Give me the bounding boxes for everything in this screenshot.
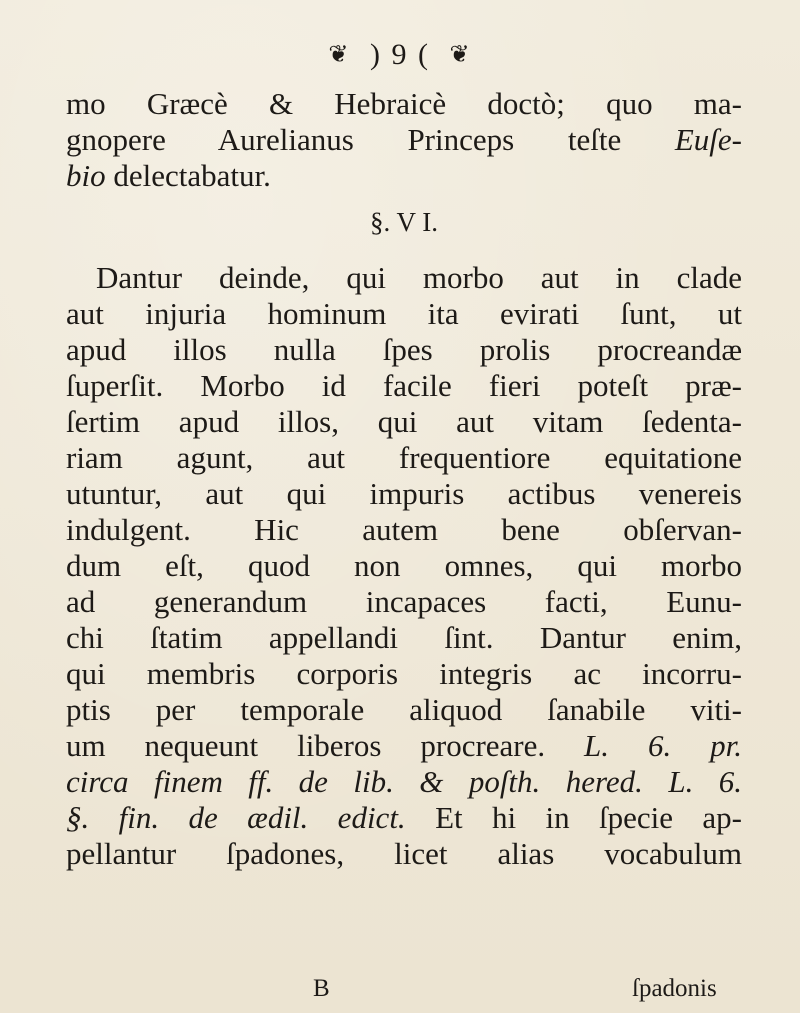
text-line: Dantur deinde, qui morbo aut in clade	[96, 260, 742, 295]
text-line: indulgent. Hic autem bene obſervan-	[66, 512, 742, 547]
text-fragment: gnopere Aurelianus Princeps teſte	[66, 122, 622, 157]
text-line	[66, 728, 742, 764]
text-fragment: Et hi in ſpecie ap-	[435, 800, 742, 835]
citation-line: circa finem ff. de lib. & poſth. hered. L. 6.	[66, 764, 742, 799]
text-line	[66, 800, 742, 836]
italic-name: bio	[66, 158, 106, 193]
text-line: ſuperſit. Morbo id facile fieri poteſt præ-	[66, 368, 742, 403]
text-block	[66, 86, 742, 872]
running-header	[0, 38, 800, 70]
text-line: apud illos nulla ſpes prolis procreandæ	[66, 332, 742, 367]
text-line	[66, 122, 742, 158]
text-line: ad generandum incapaces facti, Eunu-	[66, 584, 742, 619]
text-line: aut injuria hominum ita evirati ſunt, ut	[66, 296, 742, 331]
text-line: ptis per temporale aliquod ſanabile viti-	[66, 692, 742, 727]
citation: L. 6. pr.	[584, 728, 742, 763]
text-line: mo Græcè & Hebraicè doctò; quo ma-	[66, 86, 742, 121]
text-line: chi ſtatim appellandi ſint. Dantur enim,	[66, 620, 742, 655]
text-line: dum eſt, quod non omnes, qui morbo	[66, 548, 742, 583]
text-line: riam agunt, aut frequentiore equitatione	[66, 440, 742, 475]
text-line: utuntur, aut qui impuris actibus venereis	[66, 476, 742, 511]
text-line: ſertim apud illos, qui aut vitam ſedenta-	[66, 404, 742, 439]
signature-mark: B	[313, 975, 330, 1002]
text-line: pellantur ſpadones, licet alias vocabulum	[66, 836, 742, 871]
catchword: ſpadonis	[632, 975, 717, 1002]
left-ornament-icon: ❦	[328, 42, 351, 69]
page-number: ) 9 (	[370, 38, 430, 72]
right-ornament-icon: ❦	[449, 42, 472, 69]
text-fragment: um nequeunt liberos procreare.	[66, 728, 546, 763]
text-line: qui membris corporis integris ac incorru-	[66, 656, 742, 691]
citation: §. fin. de ædil. edict.	[66, 800, 406, 835]
italic-name: Euſe-	[674, 122, 742, 157]
text-line: bio delectabatur.	[66, 158, 271, 193]
section-heading: §. V I.	[369, 207, 438, 237]
